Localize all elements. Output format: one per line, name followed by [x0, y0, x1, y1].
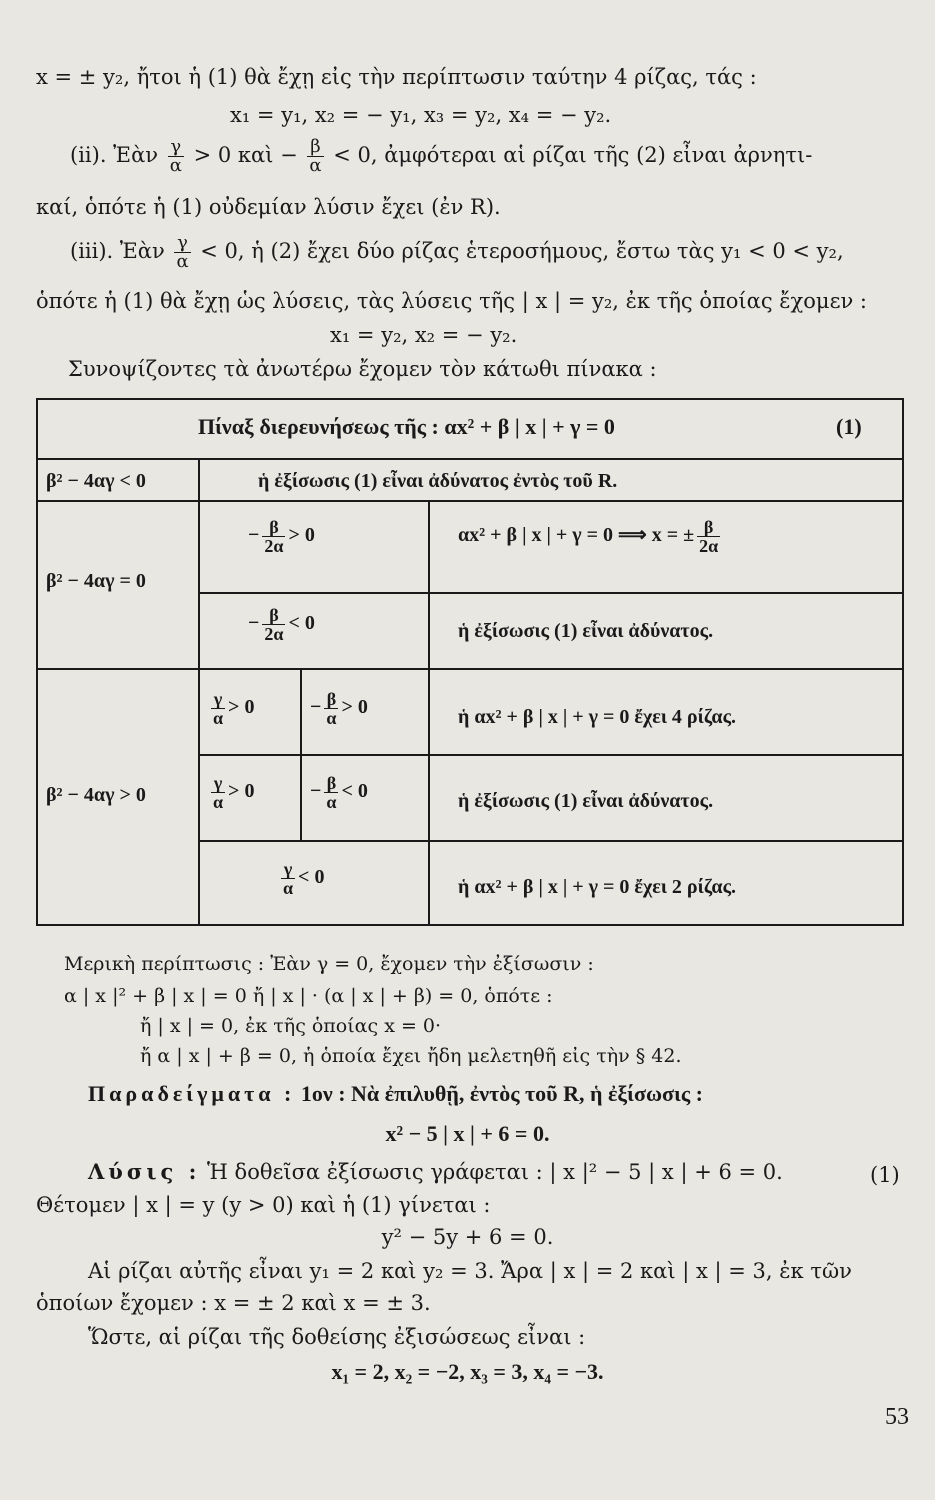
row3b-beta: − $\frac{\beta}{\alpha}$ < 0	[310, 773, 368, 812]
row1-condition: β² − 4αγ < 0	[46, 470, 146, 492]
case-iii-end: < 0, ἡ (2) ἔχει δύο ρίζας ἑτεροσήμους, ἔστω τὰς y₁ < 0 < y₂,	[200, 239, 844, 263]
final-roots: x₁ = 2, x₂ = −2, x₃ = 3, x₄ = −3.	[331, 1359, 604, 1384]
row2a-result: αx² + β | x | + γ = 0 ⟹ x = ± $\frac{\beta}{2\alpha}$	[458, 517, 719, 556]
examples-line	[88, 1082, 703, 1106]
row3a-gamma: $\frac{\gamma}{\alpha}$ > 0	[213, 689, 255, 728]
row2a-sub: − $\frac{\beta}{2\alpha}$ > 0	[248, 517, 315, 556]
row3b-gamma: $\frac{\gamma}{\alpha}$ > 0	[213, 773, 255, 812]
example-1-statement: 1ον : Νὰ ἐπιλυθῇ, ἐντὸς τοῦ R, ἡ ἐξίσωσις :	[295, 1081, 703, 1106]
text-line-8: Συνοψίζοντες τὰ ἀνωτέρω ἔχομεν τὸν κάτωθι πίνακα :	[68, 357, 657, 381]
row1-result: ἡ ἐξίσωσις (1) εἶναι ἀδύνατος ἐντὸς τοῦ R.	[258, 470, 618, 492]
substitution-line: Θέτομεν | x | = y (y > 0) καὶ ἡ (1) γίνεται :	[36, 1193, 491, 1217]
roots-line: Αἱ ρίζαι αὐτῆς εἶναι y₁ = 2 καὶ y₂ = 3. Ἄρα | x | = 2 καὶ | x | = 3, ἐκ τῶν	[88, 1259, 852, 1283]
discussion-table	[36, 398, 904, 926]
text-line-7: x₁ = y₂, x₂ = − y₂.	[330, 323, 518, 347]
quadratic-equation: y² − 5y + 6 = 0.	[381, 1225, 554, 1249]
solution-text: Ἡ δοθεῖσα ἐξίσωσις γράφεται : | x |² − 5 | x | + 6 = 0.	[200, 1160, 783, 1184]
case-ii-line	[70, 138, 812, 175]
solution-line	[88, 1160, 783, 1184]
row2b-sub: − $\frac{\beta}{2\alpha}$ < 0	[248, 605, 315, 644]
fraction-beta-alpha: $\frac{\beta}{\alpha}$	[309, 136, 322, 176]
row2b-result: ἡ ἐξίσωσις (1) εἶναι ἀδύνατος.	[458, 620, 714, 642]
special-case-3: ἤ | x | = 0, ἐκ τῆς ὁποίας x = 0·	[140, 1015, 442, 1037]
case-ii-end: < 0, ἀμφότεραι αἱ ρίζαι τῆς (2) εἶναι ἀρνητι-	[333, 143, 813, 167]
solutions-line: ὁποίων ἔχομεν : x = ± 2 καὶ x = ± 3.	[36, 1291, 431, 1315]
row2-condition: β² − 4αγ = 0	[46, 570, 146, 592]
row3a-result: ἡ αx² + β | x | + γ = 0 ἔχει 4 ρίζας.	[458, 706, 737, 728]
row3a-beta: − $\frac{\beta}{\alpha}$ > 0	[310, 689, 368, 728]
case-iii-label: (iii). Ἐὰν	[70, 239, 165, 263]
special-case-4: ἤ α | x | + β = 0, ἡ ὁποία ἔχει ἤδη μελετηθῆ εἰς τὴν § 42.	[140, 1045, 682, 1067]
example-equation: x² − 5 | x | + 6 = 0.	[385, 1121, 550, 1146]
text-line-6: ὁπότε ἡ (1) θὰ ἔχῃ ὡς λύσεις, τὰς λύσεις τῆς | x | = y₂, ἐκ τῆς ὁποίας ἔχομεν :	[36, 289, 867, 313]
text-line-1: x = ± y₂, ἤτοι ἡ (1) θὰ ἔχῃ εἰς τὴν περίπτωσιν ταύτην 4 ρίζας, τάς :	[36, 65, 757, 89]
special-case-1: Μερικὴ περίπτωσις : Ἐὰν γ = 0, ἔχομεν τὴν ἐξίσωσιν :	[64, 953, 594, 975]
text-line-4: καί, ὁπότε ἡ (1) οὐδεμίαν λύσιν ἔχει (ἐν R).	[36, 195, 501, 219]
row3b-result: ἡ ἐξίσωσις (1) εἶναι ἀδύνατος.	[458, 790, 714, 812]
case-ii-mid: > 0 καὶ −	[193, 143, 298, 167]
table-title-number: (1)	[836, 414, 862, 439]
text-line-roots: x₁ = y₁, x₂ = − y₁, x₃ = y₂, x₄ = − y₂.	[230, 103, 612, 127]
case-ii-label: (ii). Ἐὰν	[70, 143, 159, 167]
table-title: Πίναξ διερευνήσεως τῆς : αx² + β | x | + γ = 0	[198, 414, 615, 439]
equation-number: (1)	[870, 1163, 900, 1187]
row3c-gamma: $\frac{\gamma}{\alpha}$ < 0	[283, 859, 325, 898]
conclusion-line: Ὥστε, αἱ ρίζαι τῆς δοθείσης ἐξισώσεως εἶναι :	[88, 1325, 586, 1349]
special-case-2: α | x |² + β | x | = 0 ἤ | x | · (α | x | + β) = 0, ὁπότε :	[64, 985, 553, 1007]
row3c-result: ἡ αx² + β | x | + γ = 0 ἔχει 2 ρίζας.	[458, 876, 737, 898]
case-iii-line	[70, 234, 844, 271]
solution-label: Λύσις :	[88, 1159, 201, 1184]
page-number: 53	[885, 1404, 909, 1430]
examples-label: Παραδείγματα :	[88, 1081, 296, 1106]
fraction-gamma-alpha: $\frac{\gamma}{\alpha}$	[169, 136, 182, 176]
row3-condition: β² − 4αγ > 0	[46, 784, 146, 806]
fraction-gamma-alpha: $\frac{\gamma}{\alpha}$	[176, 232, 189, 272]
